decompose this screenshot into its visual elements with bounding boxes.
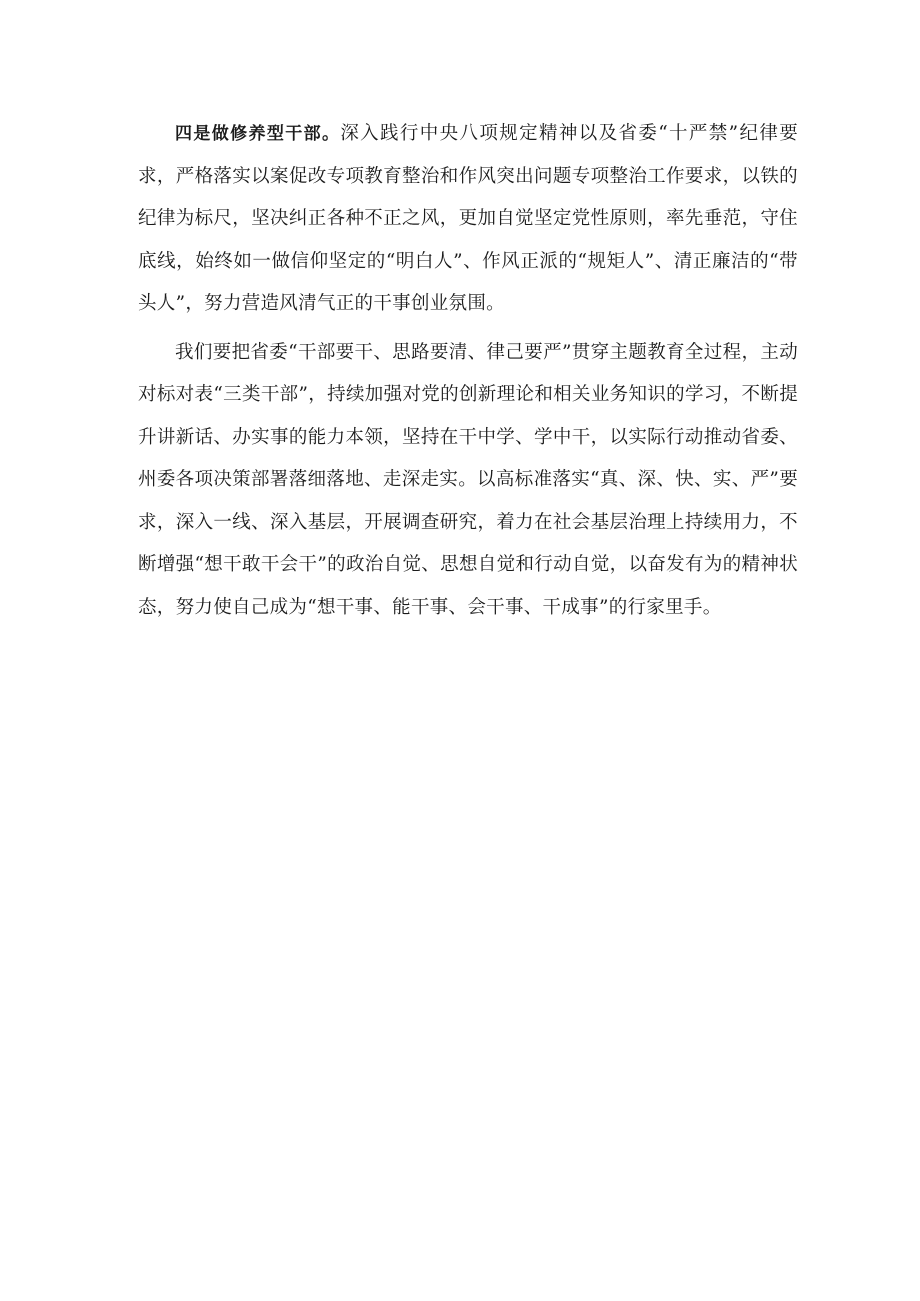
paragraph-body: 我们要把省委“干部要干、思路要清、律己要严”贯穿主题教育全过程，主动对标对表“三类干部”，持续加强对党的创新理论和相关业务知识的学习，不断提升讲新话、办实事的能力本领，坚持在干中学、学中干，以实际行动推动省委、州委各项决策部署落细落地、走深走实。以高标准落实“真、深、快、实、严”要求，深入一线、深入基层，开展调查研究，着力在社会基层治理上持续用力，不断增强“想干敢干会干”的政治自觉、思想自觉和行动自觉，以奋发有为的精神状态，努力使自己成为“想干事、能干事、会干事、干成事”的行家里手。 bbox=[138, 341, 798, 618]
paragraph-lead-heading: 四是做修养型干部。 bbox=[175, 124, 341, 144]
paragraph-cadre-cultivation bbox=[138, 113, 798, 326]
paragraph-body: 深入践行中央八项规定精神以及省委“十严禁”纪律要求，严格落实以案促改专项教育整治和作风突出问题专项整治工作要求，以铁的纪律为标尺，坚决纠正各种不正之风，更加自觉坚定党性原则，率先垂范，守住底线，始终如一做信仰坚定的“明白人”、作风正派的“规矩人”、清正廉洁的“带头人”，努力营造风清气正的干事创业氛围。 bbox=[138, 123, 798, 314]
paragraph-theme-education bbox=[138, 332, 798, 630]
document-page bbox=[138, 113, 798, 629]
